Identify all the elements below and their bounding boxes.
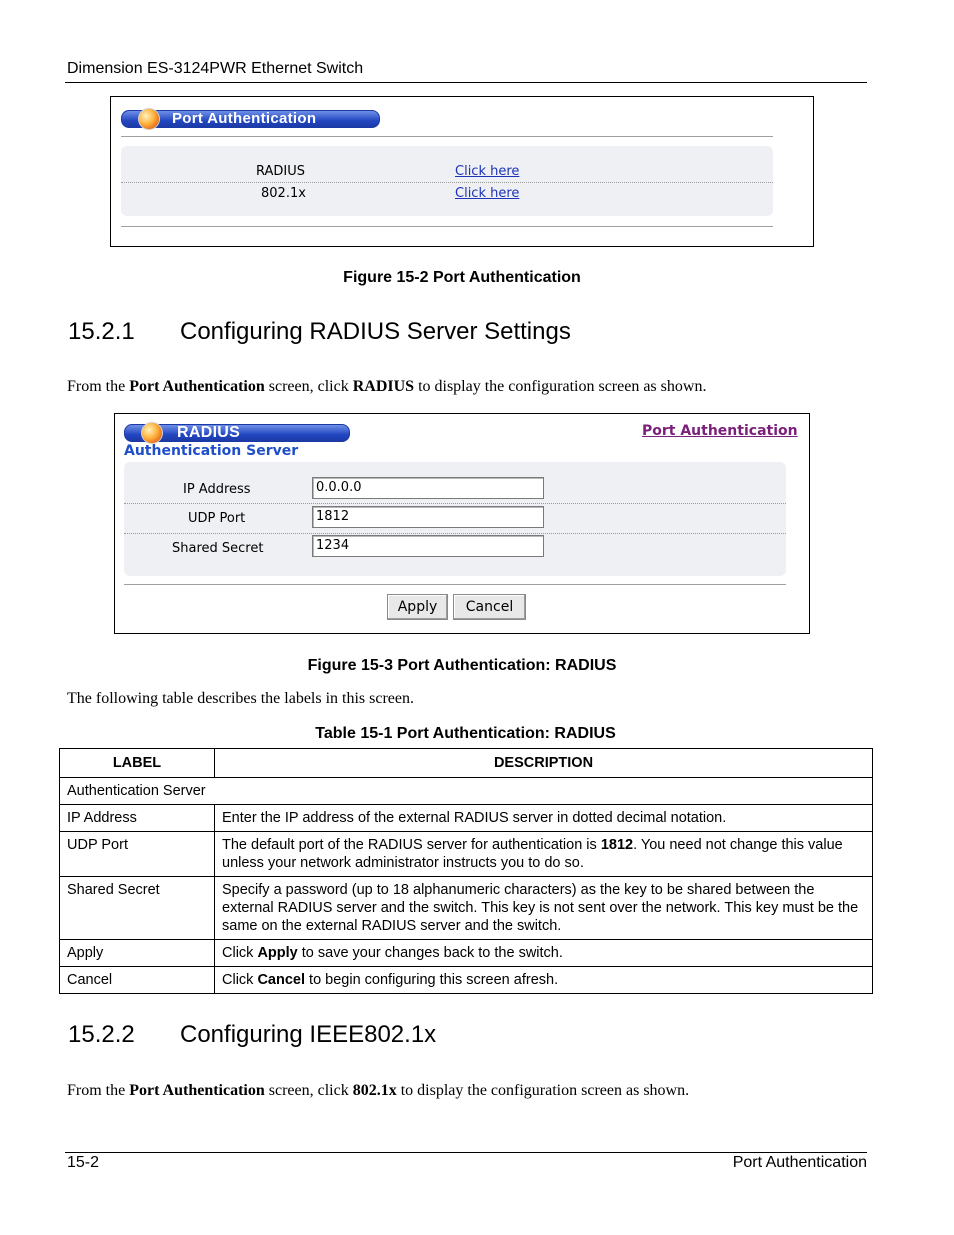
- figure-caption: Figure 15-2 Port Authentication: [343, 269, 581, 286]
- row-label: UDP Port: [60, 832, 215, 877]
- ip-address-input[interactable]: 0.0.0.0: [312, 477, 544, 499]
- text: to display the configuration screen as shown.: [414, 378, 707, 395]
- radius-click-here-link[interactable]: Click here: [455, 164, 520, 179]
- table-row: [60, 805, 873, 832]
- row-description: [215, 805, 873, 832]
- text: . You need not change this value unless your network administrator instructs you to do so.: [222, 837, 843, 871]
- footer-rule: [65, 1152, 867, 1153]
- running-footer: Port Authentication: [732, 1154, 867, 1171]
- row-label-radius: RADIUS: [256, 164, 306, 179]
- settings-panel: [121, 146, 773, 216]
- text: From the: [67, 1082, 130, 1099]
- paragraph: The following table describes the labels in this screen.: [67, 690, 415, 707]
- section-title: Configuring IEEE802.1x: [180, 1021, 437, 1048]
- running-header: Dimension ES-3124PWR Ethernet Switch: [67, 60, 364, 77]
- row-label-8021x: 802.1x: [261, 186, 306, 201]
- table-row: [60, 967, 873, 994]
- text: Click: [222, 945, 258, 961]
- table-caption: Table 15-1 Port Authentication: RADIUS: [315, 725, 616, 742]
- text: to begin configuring this screen afresh.: [305, 972, 559, 988]
- orb-icon: [141, 422, 163, 444]
- text-bold: 802.1x: [352, 1082, 397, 1099]
- cancel-button[interactable]: Cancel: [453, 594, 526, 620]
- text: to save your changes back to the switch.: [297, 945, 563, 961]
- row-label: Shared Secret: [60, 877, 215, 940]
- column-header-label: LABEL: [60, 749, 215, 778]
- apply-button[interactable]: Apply: [387, 594, 448, 620]
- row-divider: [124, 533, 786, 534]
- row-label: Cancel: [60, 967, 215, 994]
- shared-secret-label: Shared Secret: [172, 541, 264, 556]
- text: screen, click: [264, 1082, 353, 1099]
- port-authentication-link[interactable]: Port Authentication: [642, 423, 798, 439]
- row-description: [215, 940, 873, 967]
- divider: [121, 226, 773, 227]
- udp-port-label: UDP Port: [188, 511, 246, 526]
- text-bold: Apply: [257, 945, 298, 961]
- text-bold: Cancel: [257, 972, 306, 988]
- orb-icon: [138, 108, 160, 130]
- text-bold: 1812: [600, 837, 634, 853]
- column-header-description: DESCRIPTION: [215, 749, 873, 778]
- figure-port-authentication: [110, 96, 814, 247]
- figure-caption: Figure 15-3 Port Authentication: RADIUS: [307, 657, 617, 674]
- table-row: [60, 877, 873, 940]
- divider: [121, 136, 773, 137]
- paragraph: [67, 1082, 689, 1100]
- row-label: IP Address: [60, 805, 215, 832]
- page-number: 15-2: [67, 1154, 100, 1171]
- table-header-row: [60, 749, 873, 778]
- subtitle: Authentication Server: [124, 443, 299, 459]
- panel-title-bar: [124, 424, 350, 442]
- row-divider: [121, 182, 773, 183]
- 8021x-click-here-link[interactable]: Click here: [455, 186, 520, 201]
- text: The default port of the RADIUS server for authentication is: [222, 837, 601, 853]
- panel-title-bar: [121, 110, 380, 128]
- row-description: [215, 967, 873, 994]
- section-heading: [68, 1021, 436, 1049]
- table-row: [60, 940, 873, 967]
- section-label: Authentication Server: [60, 778, 873, 805]
- text: Specify a password (up to 18 alphanumeric characters) as the key to be shared between the external RADIUS server and the switch. This key is not sent over the network. This key must be the same on the external RADIUS server and the switch.: [222, 882, 859, 934]
- row-divider: [124, 503, 786, 504]
- section-number: 15.2.1: [68, 318, 135, 345]
- text: Click: [222, 972, 258, 988]
- text-bold: Port Authentication: [129, 1082, 265, 1099]
- table-row: [60, 832, 873, 877]
- description-table: [59, 748, 873, 994]
- udp-port-input[interactable]: 1812: [312, 506, 544, 528]
- panel-title: Port Authentication: [172, 110, 317, 127]
- row-description: [215, 877, 873, 940]
- row-label: Apply: [60, 940, 215, 967]
- table-section-row: [60, 778, 873, 805]
- text-bold: Port Authentication: [129, 378, 265, 395]
- section-title: Configuring RADIUS Server Settings: [180, 318, 571, 345]
- figure-radius: [114, 413, 810, 634]
- row-description: [215, 832, 873, 877]
- text: From the: [67, 378, 130, 395]
- text-bold: RADIUS: [352, 378, 415, 395]
- section-number: 15.2.2: [68, 1021, 135, 1048]
- text: Enter the IP address of the external RADIUS server in dotted decimal notation.: [222, 810, 727, 826]
- paragraph: [67, 378, 706, 396]
- text: to display the configuration screen as shown.: [396, 1082, 690, 1099]
- text: screen, click: [264, 378, 353, 395]
- panel-title: RADIUS: [177, 424, 241, 441]
- divider: [124, 584, 786, 585]
- shared-secret-input[interactable]: 1234: [312, 535, 544, 557]
- section-heading: [68, 318, 571, 346]
- ip-address-label: IP Address: [183, 482, 251, 497]
- header-rule: [65, 82, 867, 83]
